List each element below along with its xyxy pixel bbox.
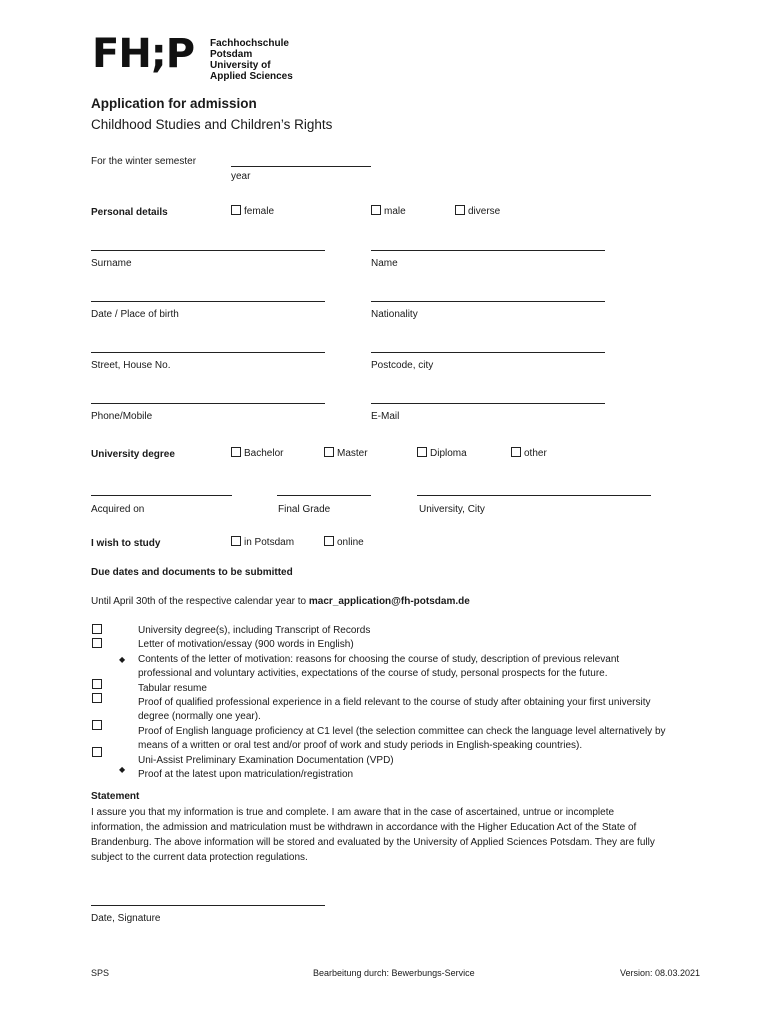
- acquired-on-label: Acquired on: [91, 504, 145, 515]
- statement-text: I assure you that my information is true and complete. I am aware that in the case of ascertained, untrue or incomplete information, the admission and matriculation must be withdrawn in accordance with the Higher Education Act of the State of Brandenburg. The above information will be stored and evaluated by the University of Applied Sciences Potsdam. They are fully subject to the current data protection regulations.: [91, 807, 655, 863]
- page-title: Application for admission: [91, 96, 257, 111]
- page-subtitle: Childhood Studies and Children’s Rights: [91, 117, 333, 132]
- bullet-icon: ◆: [119, 765, 126, 774]
- degree-bachelor-option[interactable]: Bachelor: [231, 447, 283, 459]
- list-item: Uni-Assist Preliminary Examination Documentation (VPD): [138, 754, 394, 766]
- nationality-field[interactable]: [371, 301, 605, 302]
- surname-label: Surname: [91, 258, 132, 269]
- semester-year-field[interactable]: [231, 166, 371, 167]
- name-label: Name: [371, 258, 398, 269]
- study-location-label: I wish to study: [91, 538, 161, 549]
- list-item: Proof of English language proficiency at C1 level (the selection committee can check the language level alternatively by: [138, 725, 666, 737]
- document-checkbox[interactable]: [92, 679, 102, 689]
- street-label: Street, House No.: [91, 360, 171, 371]
- email-label: E-Mail: [371, 411, 400, 422]
- document-checkbox[interactable]: [92, 693, 102, 703]
- nationality-label: Nationality: [371, 309, 418, 320]
- street-field[interactable]: [91, 352, 325, 353]
- gender-male-option[interactable]: male: [371, 205, 406, 217]
- postcode-field[interactable]: [371, 352, 605, 353]
- gender-diverse-option[interactable]: diverse: [455, 205, 500, 217]
- phone-label: Phone/Mobile: [91, 411, 153, 422]
- surname-field[interactable]: [91, 250, 325, 251]
- email-field[interactable]: [371, 403, 605, 404]
- statement-heading: Statement: [91, 791, 140, 802]
- deadline-text: Until April 30th of the respective calendar year to macr_application@fh-potsdam.de: [91, 596, 470, 607]
- footer-right: Version: 08.03.2021: [620, 968, 701, 978]
- university-logo: [92, 31, 332, 82]
- checkbox-icon[interactable]: [231, 447, 241, 457]
- degree-master-option[interactable]: Master: [324, 447, 368, 459]
- acquired-on-field[interactable]: [91, 495, 232, 496]
- checkbox-icon[interactable]: [371, 205, 381, 215]
- list-item: Proof of qualified professional experience in a field relevant to the course of study after obtaining your first university: [138, 697, 651, 709]
- application-email[interactable]: macr_application@fh-potsdam.de: [308, 596, 470, 607]
- logo-text: Fachhochschule Potsdam University of Applied Sciences: [210, 38, 293, 82]
- list-item: Proof at the latest upon matriculation/registration: [138, 769, 354, 781]
- postcode-label: Postcode, city: [371, 360, 434, 371]
- list-item: Contents of the letter of motivation: reasons for choosing the course of study, description of previous relevant: [138, 653, 620, 665]
- document-checkbox[interactable]: [92, 638, 102, 648]
- signature-label: Date, Signature: [91, 913, 161, 924]
- signature-field[interactable]: [91, 905, 325, 906]
- documents-list: [138, 624, 728, 782]
- list-item: Letter of motivation/essay (900 words in English): [138, 639, 354, 651]
- checkbox-icon[interactable]: [324, 536, 334, 546]
- final-grade-label: Final Grade: [278, 504, 331, 515]
- semester-year-caption: year: [231, 171, 251, 182]
- document-checkbox[interactable]: [92, 720, 102, 730]
- checkbox-icon[interactable]: [455, 205, 465, 215]
- footer-left: SPS: [91, 968, 110, 978]
- footer-center: Bearbeitung durch: Bewerbungs-Service: [313, 968, 475, 978]
- list-item: Tabular resume: [138, 682, 207, 694]
- checkbox-icon[interactable]: [231, 536, 241, 546]
- documents-heading: Due dates and documents to be submitted: [91, 567, 293, 578]
- university-city-label: University, City: [419, 504, 485, 515]
- list-item: degree (normally one year).: [138, 711, 261, 723]
- gender-female-option[interactable]: female: [231, 205, 274, 217]
- list-item: professional and voluntary activities, expectations of the course of study, personal prospects for the future.: [138, 668, 608, 680]
- logo-mark: FH;P: [92, 31, 195, 77]
- university-degree-label: University degree: [91, 449, 175, 460]
- university-city-field[interactable]: [417, 495, 651, 496]
- study-online-option[interactable]: online: [324, 536, 364, 548]
- degree-other-option[interactable]: other: [511, 447, 547, 459]
- bullet-icon: ◆: [119, 655, 126, 664]
- semester-label: For the winter semester: [91, 156, 197, 167]
- degree-diploma-option[interactable]: Diploma: [417, 447, 467, 459]
- name-field[interactable]: [371, 250, 605, 251]
- document-checkbox[interactable]: [92, 747, 102, 757]
- birth-field[interactable]: [91, 301, 325, 302]
- final-grade-field[interactable]: [277, 495, 371, 496]
- document-checkbox[interactable]: [92, 624, 102, 634]
- list-item: means of a written or oral test and/or proof of work and study periods in English-speaking countries).: [138, 740, 583, 752]
- birth-label: Date / Place of birth: [91, 309, 179, 320]
- phone-field[interactable]: [91, 403, 325, 404]
- checkbox-icon[interactable]: [511, 447, 521, 457]
- study-potsdam-option[interactable]: in Potsdam: [231, 536, 294, 548]
- checkbox-icon[interactable]: [324, 447, 334, 457]
- personal-details-label: Personal details: [91, 207, 168, 218]
- checkbox-icon[interactable]: [231, 205, 241, 215]
- checkbox-icon[interactable]: [417, 447, 427, 457]
- list-item: University degree(s), including Transcript of Records: [138, 625, 371, 636]
